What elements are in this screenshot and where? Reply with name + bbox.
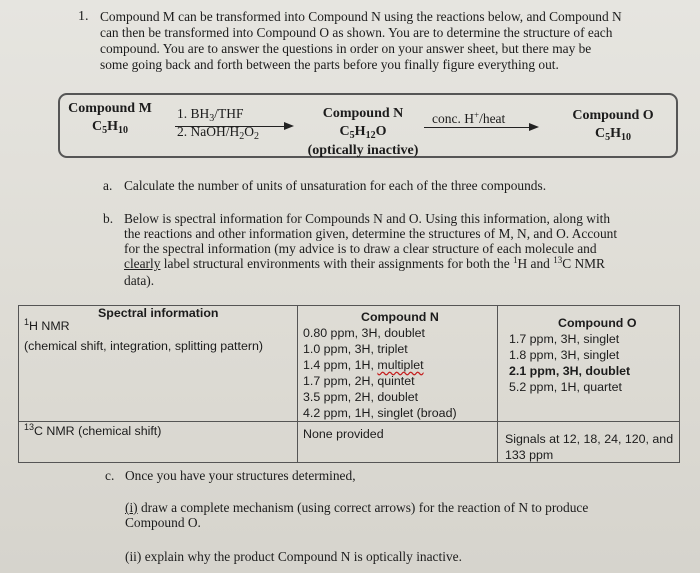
h-nmr-label: $^1$H NMR [24,317,70,333]
part-c-label: c. [105,468,115,483]
nmr-signal: 1.0 ppm, 3H, triplet [303,342,408,356]
compound-m-formula: $C_5H_{10}$ [91,119,128,136]
part-c-i-label: (i) [125,500,138,515]
h-nmr-sublabel: (chemical shift, integration, splitting pattern) [24,339,263,353]
part-b-line: clearly label structural environments with their assignments for both the $^1$H and $^{13}$C NMR [124,255,605,271]
nmr-signal: 1.7 ppm, 3H, singlet [509,332,620,346]
part-b-line: data). [124,273,155,288]
compound-o-formula: $C_5H_{10}$ [594,126,631,143]
intro-line: compound. You are to answer the questions in order on your answer sheet, but there may be [100,41,592,56]
compound-n [300,105,426,160]
part-b-line: for the spectral information (my advice is to draw a clear structure of each molecule and [124,241,597,256]
header-compound-o: Compound O [558,316,637,330]
compound-n-formula: $C_5H_{12}O$ [339,124,387,141]
part-b-line: Below is spectral information for Compounds N and O. Using this information, along with [124,211,611,226]
nmr-signal: 0.80 ppm, 3H, doublet [303,326,425,340]
part-c-text: Once you have your structures determined, [125,468,356,483]
c-nmr-label: $^{13}$C NMR (chemical shift) [24,422,162,438]
arrow-head-1-icon [284,122,294,130]
compound-n-h-nmr [303,325,457,421]
compound-o-c-nmr: Signals at 12, 18, 24, 120, and 133 ppm [505,432,674,462]
arrow-head-2-icon [529,123,539,131]
header-compound-n: Compound N [361,310,439,324]
reagent-step-3: conc. H+/heat [432,110,506,126]
nmr-signal: 1.4 ppm, 1H, multiplet [303,358,424,372]
compound-n-c-nmr: None provided [303,427,384,441]
compound-o [560,107,666,144]
nmr-signal: 1.7 ppm, 2H, quintet [303,374,415,388]
reagent-step-2: 2. NaOH/$H_2O_2$ [177,124,259,142]
reaction-arrow-2 [424,127,530,128]
row-divider [18,421,680,422]
intro-line: Compound M can be transformed into Compound N using the reactions below, and Compound N [100,9,622,24]
compound-o-h-nmr [509,331,630,395]
intro-line: can then be transformed into Compound O as shown. You are to determine the structure of each [100,25,613,40]
reagent-step-1: 1. $BH_3$/THF [177,106,244,124]
part-b-text [124,211,617,288]
nmr-signal: 4.2 ppm, 1H, singlet (broad) [303,406,457,420]
nmr-signal: 1.8 ppm, 3H, singlet [509,348,620,362]
compound-m-name: Compound M [68,101,152,116]
part-a-label: a. [103,178,113,193]
question-intro [100,9,668,73]
header-spectral-info: Spectral information [98,306,219,320]
nmr-signal: 5.2 ppm, 1H, quartet [509,380,622,394]
spellcheck-underline: multiplet [377,358,424,372]
intro-line: some going back and forth between the parts before you finally figure everything out. [100,57,559,72]
compound-n-name: Compound N [322,106,404,121]
nmr-signal: 3.5 ppm, 2H, doublet [303,390,419,404]
column-divider [497,305,498,463]
column-divider [297,305,298,463]
question-number: 1. [78,9,89,24]
part-c-ii: (ii) explain why the product Compound N is optically inactive. [125,549,462,564]
compound-m [62,100,158,137]
part-a-text: Calculate the number of units of unsaturation for each of the three compounds. [124,178,547,193]
part-c-i: (i) draw a complete mechanism (using correct arrows) for the reaction of N to produce Compound O. [125,500,589,530]
compound-o-name: Compound O [572,108,654,123]
nmr-signal: 2.1 ppm, 3H, doublet [509,364,631,378]
part-b-line: the reactions and other information given, determine the structures of M, N, and O. Account [124,226,618,241]
part-b-label: b. [103,211,114,226]
compound-n-note: (optically inactive) [307,143,419,158]
